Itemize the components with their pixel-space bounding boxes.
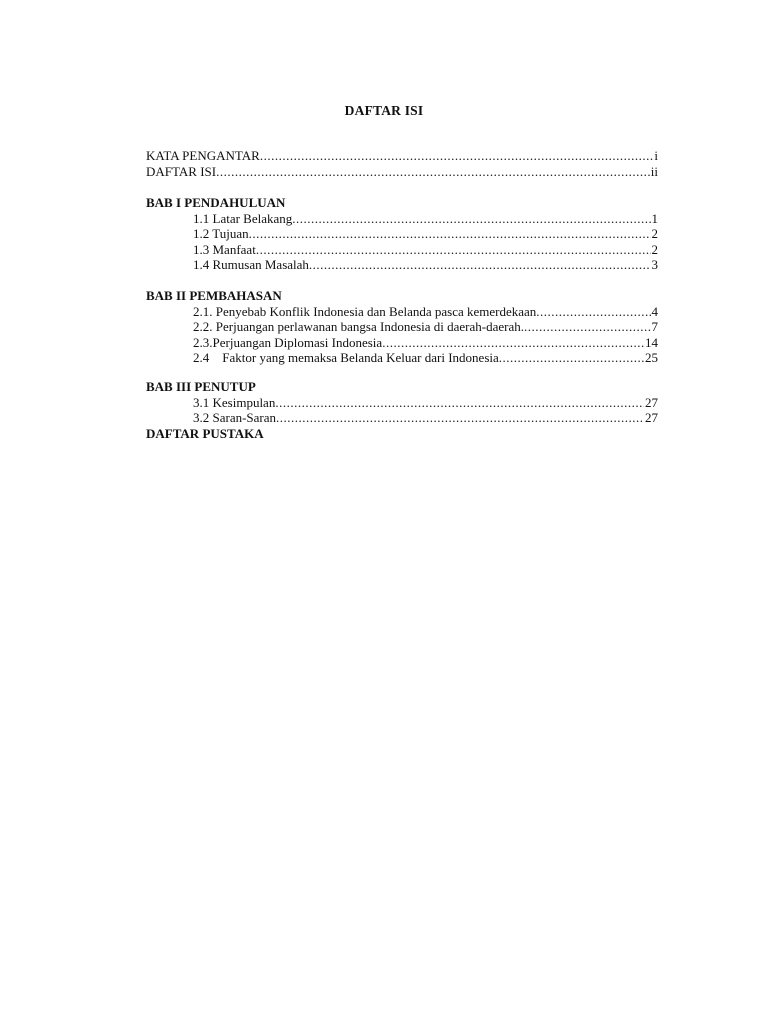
- section-heading: BAB III PENUTUP: [146, 379, 256, 394]
- toc-section-bab-2: [146, 288, 658, 366]
- toc-entry-page: 4: [651, 303, 658, 319]
- page-title: DAFTAR ISI: [344, 103, 424, 118]
- toc-entry-page: 14: [645, 334, 658, 350]
- toc-entry: [146, 304, 658, 320]
- toc-entry-label: 1.1 Latar Belakang: [193, 210, 293, 226]
- toc-front-matter: [146, 148, 658, 179]
- dot-leader: [292, 211, 650, 227]
- toc-entry-page: 27: [645, 394, 658, 410]
- toc-entry: [146, 148, 658, 164]
- toc-entry: [146, 164, 658, 180]
- toc-entry-label: 2.4 Faktor yang memaksa Belanda Keluar dari Indonesia: [193, 350, 499, 365]
- toc-entry: [146, 211, 658, 227]
- dot-leader: [536, 304, 650, 320]
- dot-leader: [256, 242, 651, 258]
- toc-entry-label: DAFTAR ISI: [146, 163, 217, 179]
- toc-entry-label: KATA PENGANTAR: [146, 148, 260, 163]
- dot-leader: [309, 257, 651, 273]
- toc-entry-label: 1.4 Rumusan Masalah: [193, 257, 309, 272]
- toc-entry-label: 1.3 Manfaat: [193, 241, 256, 257]
- toc-entry: [146, 410, 658, 426]
- toc-section-bab-3: [146, 379, 658, 441]
- toc-entry: [146, 319, 658, 335]
- toc-entry: [146, 257, 658, 273]
- dot-leader: [276, 410, 644, 426]
- toc-entry-page: 7: [651, 319, 658, 334]
- toc-entry-label: 2.3.Perjuangan Diplomasi Indonesia: [193, 334, 383, 350]
- toc-entry-label: 1.2 Tujuan: [193, 226, 249, 241]
- dot-leader: [275, 395, 644, 411]
- toc-entry-page: 27: [645, 410, 658, 425]
- section-heading-daftar-pustaka: DAFTAR PUSTAKA: [146, 425, 264, 441]
- section-heading: BAB II PEMBAHASAN: [146, 288, 282, 303]
- toc-entry-page: 1: [651, 210, 658, 226]
- toc-section-bab-1: [146, 195, 658, 273]
- section-heading: BAB I PENDAHULUAN: [146, 195, 286, 210]
- dot-leader: [216, 164, 650, 180]
- toc-entry-page: 3: [651, 257, 658, 272]
- toc-entry-label: 2.2. Perjuangan perlawanan bangsa Indonesia di daerah-daerah.: [193, 319, 524, 334]
- dot-leader: [524, 319, 651, 335]
- dot-leader: [382, 335, 644, 351]
- toc-entry-page: 2: [651, 241, 658, 257]
- toc-entry: [146, 242, 658, 258]
- toc-entry: [146, 335, 658, 351]
- toc-entry-label: 2.1. Penyebab Konflik Indonesia dan Belanda pasca kemerdekaan: [193, 303, 537, 319]
- dot-leader: [260, 148, 654, 164]
- toc-entry-page: 2: [651, 226, 658, 241]
- dot-leader: [499, 350, 644, 366]
- toc-entry-label: 3.2 Saran-Saran: [193, 410, 277, 425]
- toc-entry: [146, 395, 658, 411]
- toc-entry-label: 3.1 Kesimpulan: [193, 394, 276, 410]
- toc-entry-page: 25: [645, 350, 658, 365]
- toc-entry: [146, 226, 658, 242]
- toc-entry: [146, 350, 658, 366]
- toc-entry-page: ii: [650, 163, 658, 179]
- toc-entry-page: i: [654, 148, 658, 163]
- dot-leader: [249, 226, 651, 242]
